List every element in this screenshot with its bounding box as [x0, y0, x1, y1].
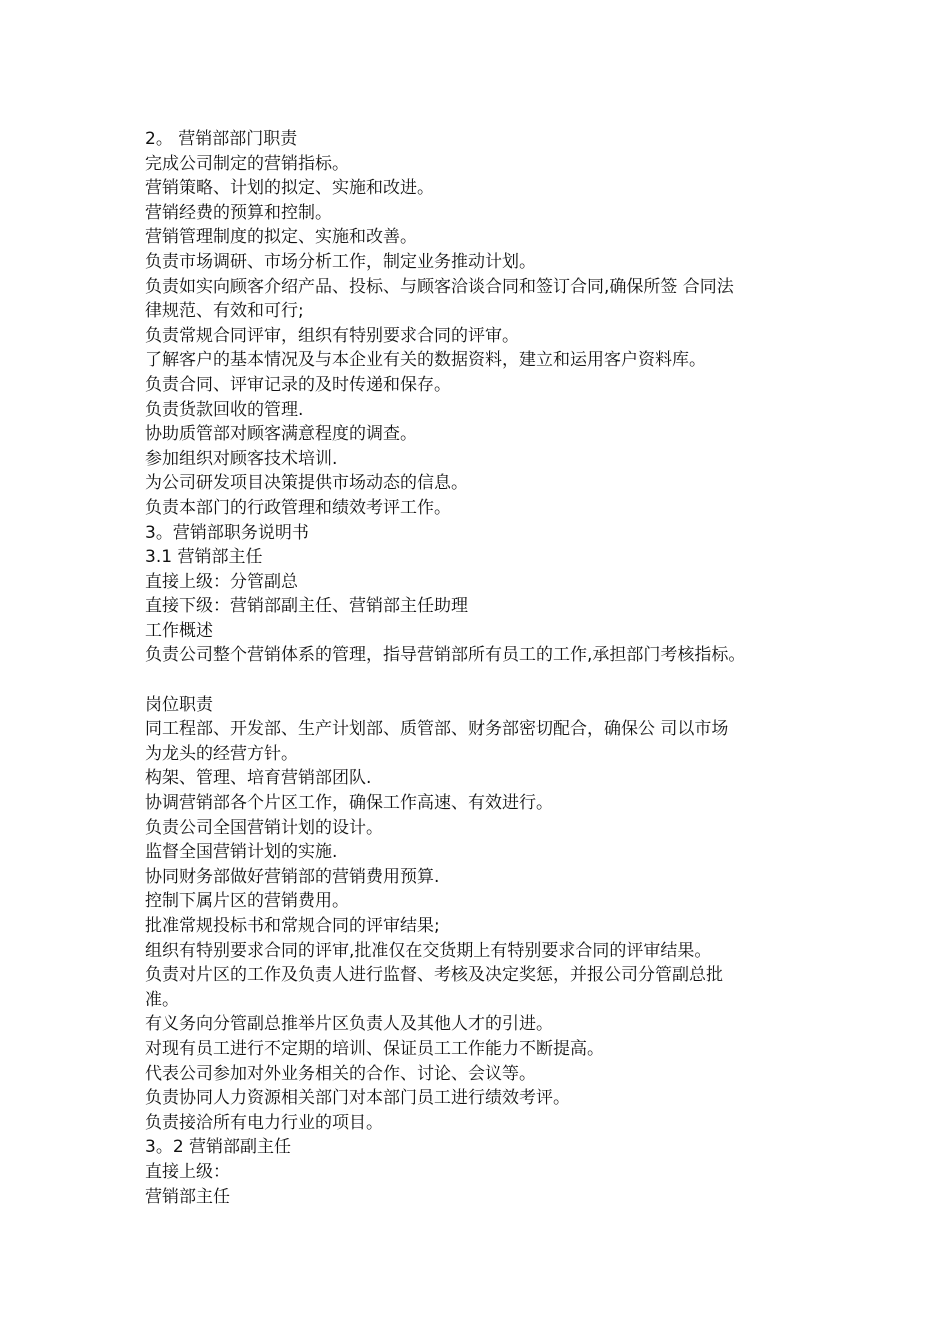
- text-line: 律规范、有效和可行;: [145, 301, 304, 322]
- text-line: 工作概述: [145, 620, 213, 641]
- text-line: 为龙头的经营方针。: [145, 743, 298, 764]
- text-line: 负责协同人力资源相关部门对本部门员工进行绩效考评。: [145, 1088, 570, 1109]
- text-line: 协调营销部各个片区工作，确保工作高速、有效进行。: [145, 793, 553, 814]
- text-line: 负责市场调研、市场分析工作，制定业务推动计划。: [145, 251, 536, 272]
- blank-line: [145, 668, 825, 693]
- text-line: 协助质管部对顾客满意程度的调查。: [145, 424, 417, 445]
- text-line: 参加组织对顾客技术培训.: [145, 448, 338, 469]
- text-line: 控制下属片区的营销费用。: [145, 891, 349, 912]
- section-heading-2: 2。 营销部部门职责: [145, 129, 298, 149]
- text-line: 构架、管理、培育营销部团队.: [145, 768, 372, 789]
- text-line: 营销经费的预算和控制。: [145, 202, 332, 223]
- text-line: 有义务向分管副总推举片区负责人及其他人才的引进。: [145, 1014, 553, 1035]
- text-line: 负责如实向顾客介绍产品、投标、与顾客洽谈合同和签订合同,确保所签 合同法: [145, 276, 734, 297]
- text-line: 组织有特别要求合同的评审,批准仅在交货期上有特别要求合同的评审结果。: [145, 940, 712, 961]
- text-line: 营销策略、计划的拟定、实施和改进。: [145, 178, 434, 199]
- text-line: 营销管理制度的拟定、实施和改善。: [145, 227, 417, 248]
- text-line: 准。: [145, 989, 179, 1010]
- section-heading-3: 3。营销部职务说明书: [145, 522, 309, 543]
- text-line: 直接下级：营销部副主任、营销部主任助理: [145, 596, 468, 617]
- text-line: 直接上级：分管副总: [145, 571, 298, 592]
- text-line: 了解客户的基本情况及与本企业有关的数据资料，建立和运用客户资料库。: [145, 350, 706, 371]
- text-line: 负责对片区的工作及负责人进行监督、考核及决定奖惩，并报公司分管副总批: [145, 965, 723, 986]
- text-line: 负责常规合同评审，组织有特别要求合同的评审。: [145, 325, 519, 346]
- text-line: 负责货款回收的管理.: [145, 399, 304, 420]
- text-line: 负责本部门的行政管理和绩效考评工作。: [145, 497, 451, 518]
- text-line: 完成公司制定的营销指标。: [145, 153, 349, 174]
- text-line: 同工程部、开发部、生产计划部、质管部、财务部密切配合，确保公 司以市场: [145, 719, 729, 740]
- text-line: 协同财务部做好营销部的营销费用预算.: [145, 866, 440, 887]
- text-line: 监督全国营销计划的实施.: [145, 842, 338, 863]
- text-line: 负责合同、评审记录的及时传递和保存。: [145, 374, 451, 395]
- text-line: 营销部主任: [145, 1186, 230, 1207]
- text-line: 负责公司全国营销计划的设计。: [145, 817, 383, 838]
- subsection-heading-3-2: 3。2 营销部副主任: [145, 1137, 292, 1158]
- text-line: 岗位职责: [145, 694, 213, 715]
- text-line: 负责公司整个营销体系的管理，指导营销部所有员工的工作,承担部门考核指标。: [145, 645, 746, 666]
- text-line: 为公司研发项目决策提供市场动态的信息。: [145, 473, 468, 494]
- subsection-heading-3-1: 3.1 营销部主任: [145, 547, 263, 568]
- text-line: 代表公司参加对外业务相关的合作、讨论、会议等。: [145, 1063, 536, 1084]
- text-line: 批准常规投标书和常规合同的评审结果;: [145, 916, 440, 936]
- text-line: 直接上级：: [145, 1161, 230, 1182]
- text-line: 对现有员工进行不定期的培训、保证员工工作能力不断提高。: [145, 1038, 604, 1059]
- text-line: 负责接洽所有电力行业的项目。: [145, 1112, 383, 1133]
- document-body: [145, 127, 825, 1209]
